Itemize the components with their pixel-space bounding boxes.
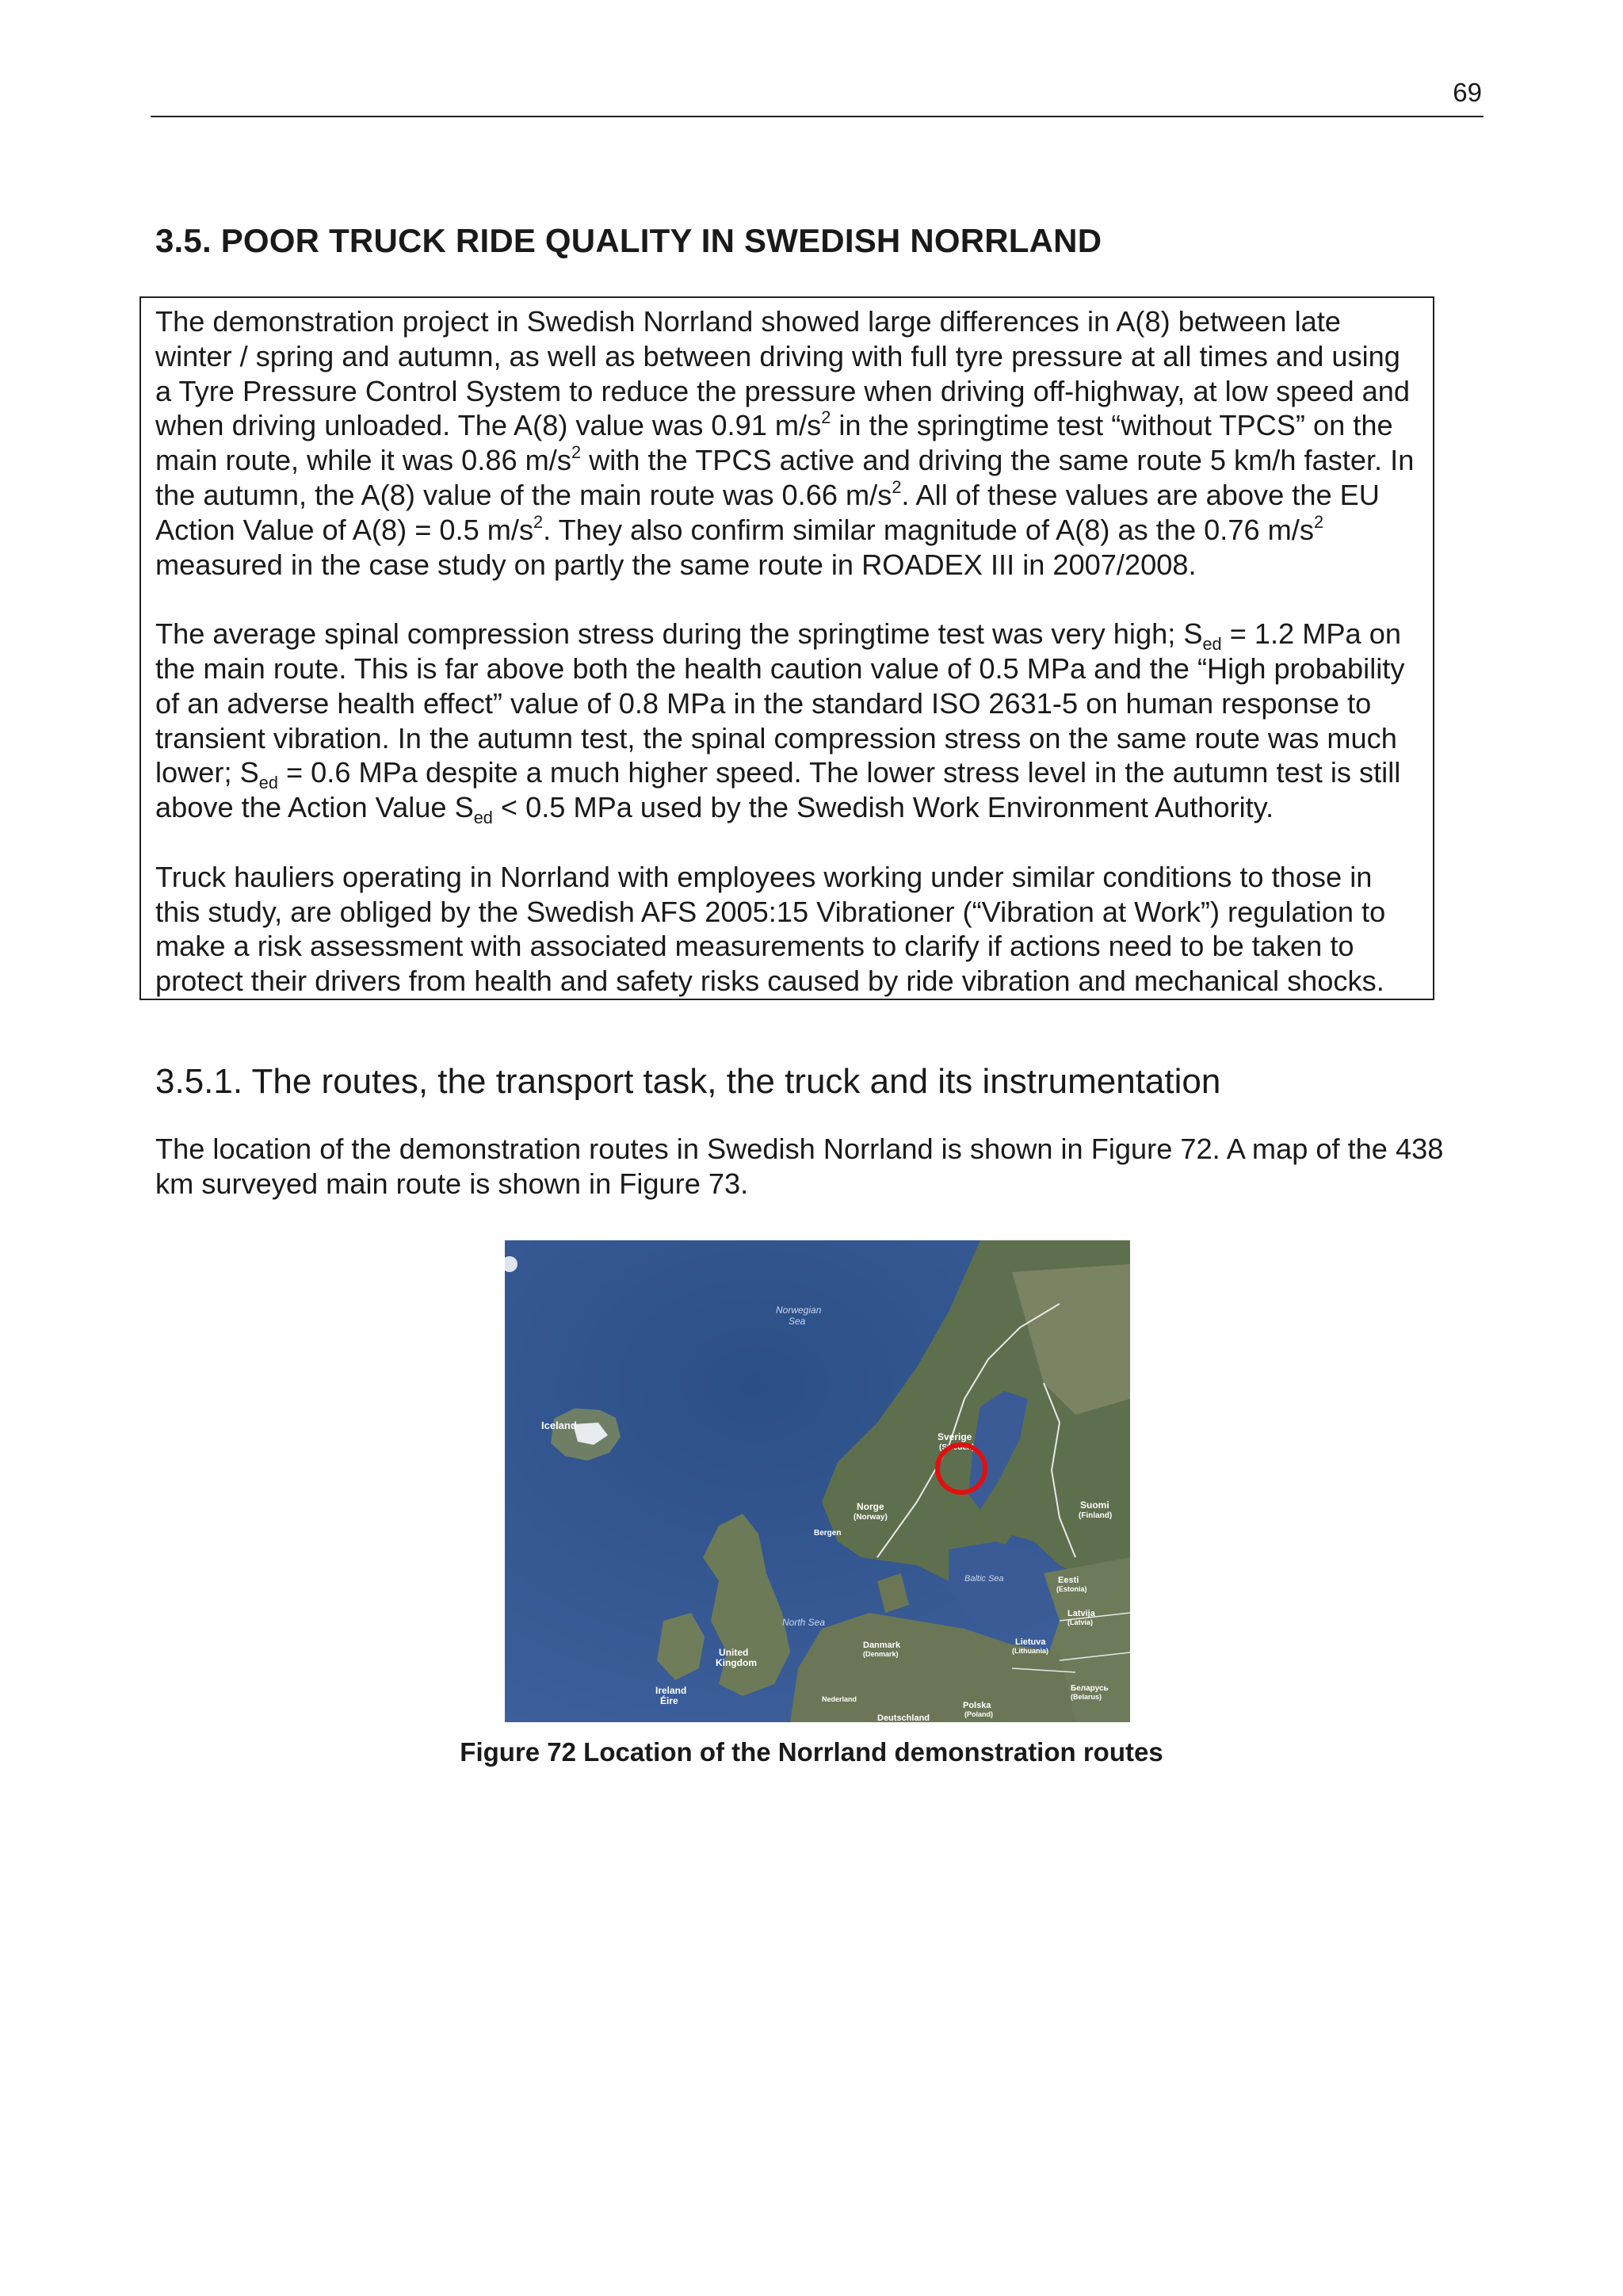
- header-rule: [151, 116, 1484, 117]
- label-deutschland: Deutschland: [877, 1713, 930, 1722]
- label-united-kingdom-2: Kingdom: [716, 1657, 757, 1668]
- label-eesti: Eesti: [1058, 1576, 1079, 1585]
- label-lietuva-en: (Lithuania): [1012, 1647, 1048, 1655]
- label-danmark: Danmark: [863, 1641, 901, 1650]
- label-polska-en: (Poland): [964, 1710, 993, 1718]
- label-united-kingdom: United: [719, 1647, 749, 1658]
- summary-box: [139, 296, 1434, 1000]
- label-latvija-en: (Latvia): [1067, 1618, 1094, 1626]
- label-north-sea: North Sea: [782, 1617, 826, 1628]
- subsection-title: 3.5.1. The routes, the transport task, the truck and its instrumentation: [155, 1062, 1221, 1101]
- summary-paragraph-2: The average spinal compression stress during the springtime test was very high; $S_{ed} = 1.2$ MPa on the main route. This is far above both the health caution value of 0.5 MPa and the “High probability of an adverse health effect” value of 0.8 MPa in the standard ISO 2631-5 on human response to transient vibration. In the autumn test, the spinal compression stress on the same route was much lower; $S_{ed} = 0.6$ MPa despite a much higher speed. The lower stress level in the autumn test is still above the Action Value $S_{ed} < 0.5$ MPa used by the Swedish Work Environment Authority.: [155, 617, 1405, 827]
- label-eesti-en: (Estonia): [1056, 1585, 1087, 1593]
- label-suomi-en: (Finland): [1079, 1511, 1113, 1520]
- label-sverige: Sverige: [938, 1431, 972, 1442]
- page-number: 69: [1453, 78, 1482, 107]
- label-iceland: Iceland: [541, 1419, 577, 1431]
- label-belarus: Беларусь: [1071, 1684, 1109, 1693]
- label-baltic-sea: Baltic Sea: [964, 1574, 1004, 1584]
- label-belarus-en: (Belarus): [1071, 1693, 1102, 1701]
- location-map-figure: [505, 1240, 1130, 1722]
- label-sverige-en: (Sweden): [939, 1443, 975, 1452]
- label-nederland: Nederland: [822, 1695, 857, 1703]
- figure-caption: Figure 72 Location of the Norrland demonstration routes: [460, 1737, 1163, 1767]
- label-polska: Polska: [963, 1701, 991, 1710]
- label-latvija: Latvija: [1067, 1609, 1095, 1618]
- summary-paragraph-3: Truck hauliers operating in Norrland with employees working under similar conditions to those in this study, are obliged by the Swedish AFS 2005:15 Vibrationer (“Vibration at Work”) regulation to make a risk assessment with associated measurements to clarify if actions need to be taken to protect their drivers from health and safety risks caused by ride vibration and mechanical shocks.: [155, 860, 1386, 998]
- label-bergen: Bergen: [814, 1529, 842, 1538]
- label-ireland: Ireland: [655, 1685, 687, 1696]
- label-lietuva: Lietuva: [1015, 1637, 1046, 1647]
- label-norge: Norge: [857, 1501, 884, 1512]
- body-paragraph: The location of the demonstration routes in Swedish Norrland is shown in Figure 72. A map of the 438 km surveyed main route is shown in Figure 73.: [155, 1133, 1444, 1200]
- section-title: 3.5. POOR TRUCK RIDE QUALITY IN SWEDISH NORRLAND: [155, 222, 1102, 259]
- label-norge-en: (Norway): [854, 1513, 888, 1522]
- label-ireland-2: Éire: [660, 1695, 678, 1706]
- label-norwegian-sea-2: Sea: [789, 1316, 806, 1327]
- label-danmark-en: (Denmark): [863, 1650, 899, 1658]
- label-suomi: Suomi: [1080, 1499, 1109, 1511]
- summary-paragraph-1: The demonstration project in Swedish Norrland showed large differences in A(8) between late winter / spring and autumn, as well as between driving with full tyre pressure at all times and using a Tyre Pressure Control System to reduce the pressure when driving off-highway, at low speed and when driving unloaded. The A(8) value was 0.91 $m/s^2$ in the springtime test “without TPCS” on the main route, while it was 0.86 $m/s^2$ with the TPCS active and driving the same route 5 km/h faster. In the autumn, the A(8) value of the main route was 0.66 $m/s^2$. All of these values are above the EU Action Value of A(8) = 0.5 $m/s^2$. They also confirm similar magnitude of A(8) as the 0.76 $m/s^2$ measured in the case study on partly the same route in ROADEX III in 2007/2008.: [155, 305, 1415, 581]
- label-norwegian-sea: Norwegian: [776, 1305, 822, 1316]
- location-map: [505, 1240, 1130, 1722]
